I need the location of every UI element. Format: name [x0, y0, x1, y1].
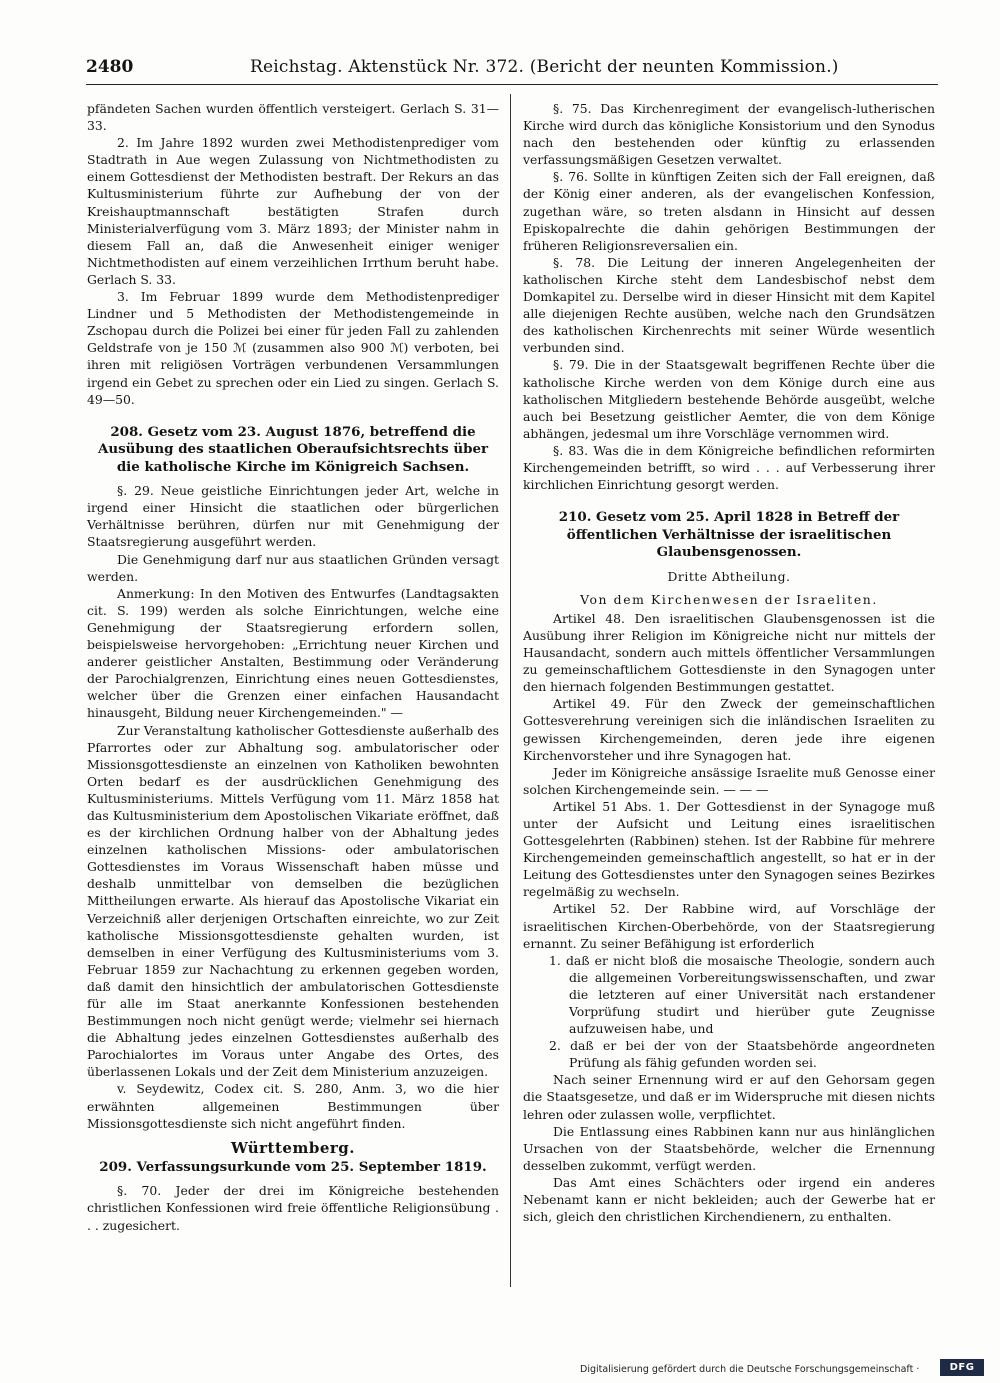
- paragraph: 3. Im Februar 1899 wurde dem Methodistenprediger Lindner und 5 Methodisten der Methodistengemeinde in Zschopau durch die Polizei bei einer für jeden Fall zu zahlenden Geldstrafe von je 150 ℳ (zusammen also 900 ℳ) verboten, bei ihren mit religiösen Vorträgen verbundenen Versammlungen irgend ein Gebet zu sprechen oder ein Lied zu singen. Gerlach S. 49—50.: [87, 289, 499, 407]
- paragraph: pfändeten Sachen wurden öffentlich versteigert. Gerlach S. 31—33.: [87, 101, 499, 134]
- list-item: 1. daß er nicht bloß die mosaische Theologie, sondern auch die allgemeinen Vorbereitungswissenschaften, und zwar die letzteren auf einer Universität nach erstandener Vorprüfung studirt und hierüber gute Zeugnisse aufzuweisen habe, und: [549, 952, 935, 1037]
- paragraph: 2. Im Jahre 1892 wurden zwei Methodistenprediger vom Stadtrath in Aue wegen Zulassung von Nichtmethodisten zu einem Gottesdienst der Methodisten bestraft. Der Rekurs an das Kultusministerium führte zur Aufhebung der von der Kreishauptmannschaft bestätigten Strafen durch Ministerialverfügung vom 3. März 1893; der Minister nahm in diesem Fall an, daß die Anwesenheit einiger weniger Nichtmethodisten auf einem verzeihlichen Irrthum beruht habe. Gerlach S. 33.: [87, 135, 499, 287]
- paragraph: §. 79. Die in der Staatsgewalt begriffenen Rechte über die katholische Kirche werden von dem Könige durch eine aus katholischen Mitgliedern bestehende Behörde ausgeübt, welche auch bei Besetzung geistlicher Aemter, die von dem Könige abhängen, jedesmal um ihre Vorschläge vernommen wird.: [523, 357, 935, 441]
- paragraph: §. 70. Jeder der drei im Königreiche bestehenden christlichen Konfessionen wird freie öffentliche Religionsübung . . . zugesichert.: [87, 1183, 499, 1233]
- paragraph: Artikel 48. Den israelitischen Glaubensgenossen ist die Ausübung ihrer Religion im Königreiche nicht nur mittels der Hausandacht, sondern auch mittels öffentlicher Versammlungen zu gemeinschaftlichem Gottesdienste in den Synagogen unter den hiernach folgenden Bestimmungen gestattet.: [523, 610, 935, 695]
- list-item: 2. daß er bei der von der Staatsbehörde angeordneten Prüfung als fähig gefunden worden sei.: [549, 1038, 935, 1071]
- paragraph: Artikel 49. Für den Zweck der gemeinschaftlichen Gottesverehrung vereinigen sich die inländischen Israeliten zu gewissen Kirchengemeinden, deren jede ihre eigenen Kirchenvorsteher und ihre Synagogen hat.: [523, 696, 935, 763]
- paragraph: §. 83. Was die in dem Königreiche befindlichen reformirten Kirchengemeinden betrifft, so wird . . . auf Verbesserung ihrer kirchlichen Einrichtung gesorgt werden.: [523, 442, 935, 493]
- paragraph: Die Entlassung eines Rabbinen kann nur aus hinlänglichen Ursachen von der Staatsbehörde, welcher die Ernennung desselben zukommt, verfügt werden.: [523, 1123, 935, 1173]
- subsection-subtitle: Von dem Kirchenwesen der Israeliten.: [580, 591, 878, 607]
- paragraph: Nach seiner Ernennung wird er auf den Gehorsam gegen die Staatsgesetze, und daß er im Widerspruche mit diesen nichts lehren oder zulassen wolle, verpflichtet.: [523, 1072, 935, 1122]
- paragraph: v. Seydewitz, Codex cit. S. 280, Anm. 3, wo die hier erwähnten allgemeinen Bestimmungen über Missionsgottesdienste sich nicht angeführt finden.: [87, 1081, 499, 1131]
- paragraph: §. 76. Sollte in künftigen Zeiten sich der Fall ereignen, daß der König einer anderen, als der evangelischen Konfession, zugethan wäre, so treten alsdann in Hinsicht auf dessen Episkopalrechte die dahin gehörigen Bestimmungen der früheren Religionsreversalien ein.: [523, 169, 935, 253]
- digitization-credit: Digitalisierung gefördert durch die Deutsche Forschungsgemeinschaft ·: [580, 1364, 920, 1375]
- subsection-heading: Dritte Abtheilung.: [667, 568, 791, 584]
- page-number: 2480: [86, 57, 134, 77]
- section-heading-210: 210. Gesetz vom 25. April 1828 in Betreff der öffentlichen Verhältnisse der israelitischen Glaubensgenossen.: [558, 509, 900, 561]
- section-heading-209: 209. Verfassungsurkunde vom 25. September 1819.: [99, 1158, 487, 1175]
- running-title: Reichstag. Aktenstück Nr. 372. (Bericht der neunten Kommission.): [250, 57, 839, 77]
- paragraph: Jeder im Königreiche ansässige Israelite muß Genosse einer solchen Kirchengemeinde sein. — — —: [523, 764, 935, 797]
- dfg-logo: DFG: [940, 1359, 984, 1376]
- left-column: [87, 100, 499, 1234]
- paragraph: §. 75. Das Kirchenregiment der evangelisch-lutherischen Kirche wird durch das königliche Konsistorium und den Synodus nach den bestehenden oder künftig zu erlassenden verfassungsmäßigen Gesetzen verwaltet.: [523, 101, 935, 168]
- paragraph: §. 29. Neue geistliche Einrichtungen jeder Art, welche in irgend einer Hinsicht die staatlichen oder bürgerlichen Verhältnisse berühren, dürfen nur mit Genehmigung der Staatsregierung ausgeführt werden.: [87, 483, 499, 550]
- paragraph: Artikel 52. Der Rabbine wird, auf Vorschläge der israelitischen Kirchen-Oberbehörde, von der Staatsregierung ernannt. Zu seiner Befähigung ist erforderlich: [523, 901, 935, 951]
- column-divider: [510, 94, 511, 1287]
- paragraph: Zur Veranstaltung katholischer Gottesdienste außerhalb des Pfarrortes oder zur Abhaltung sog. ambulatorischer oder Missionsgottesdienste an einzelnen von Katholiken bewohnten Orten bedarf es der ausdrücklichen Genehmigung des Kultusministeriums. Mittels Verfügung vom 11. März 1858 hat das Kultusministerium dem Apostolischen Vikariate eröffnet, daß es der kirchlichen Ordnung halber von der Abhaltung jedes einzelnen katholischen Missions- oder ambulatorischen Gottesdienstes im Voraus Wissenschaft haben müsse und deshalb unmittelbar von demselben die bezüglichen Mittheilungen erwarte. Als hierauf das Apostolische Vikariat ein Verzeichniß aller derjenigen Ortschaften einreichte, wo zur Zeit katholische Missionsgottesdienste gehalten wurden, ist demselben in einer Verfügung des Kultusministeriums vom 3. Februar 1859 zur Nachachtung zu erkennen gegeben worden, daß damit den hinsichtlich der ambulatorischen Gottesdienste für alle im Staat anerkannte Konfessionen bestehenden Bestimmungen noch nicht genügt werde; vielmehr sei hiernach die Abhaltung jedes einzelnen Gottesdienstes außerhalb des Parochialortes im Voraus unter Angabe des Ortes, des überlassenen Lokals und der Zeit dem Ministerium anzuzeigen.: [87, 722, 499, 1080]
- section-heading-208: 208. Gesetz vom 23. August 1876, betreffend die Ausübung des staatlichen Oberaufsichtsrechts über die katholische Kirche im Königreich Sachsen.: [97, 423, 489, 475]
- paragraph: Die Genehmigung darf nur aus staatlichen Gründen versagt werden.: [87, 551, 499, 584]
- paragraph: §. 78. Die Leitung der inneren Angelegenheiten der katholischen Kirche steht dem Landesbischof nebst dem Domkapitel zu. Derselbe wird in dieser Hinsicht mit dem Kapitel alle diejenigen Rechte ausüben, welche nach den Grundsätzen des katholischen Kirchenrechts mit seiner Würde wesentlich verbunden sind.: [523, 254, 935, 356]
- state-heading: Württemberg.: [231, 1138, 355, 1157]
- page-header: [86, 52, 938, 85]
- paragraph: Artikel 51 Abs. 1. Der Gottesdienst in der Synagoge muß unter der Aufsicht und Leitung eines israelitischen Gottesgelehrten (Rabbinen) stehen. Ist der Rabbine für mehrere Kirchengemeinden gemeinschaftlich angestellt, so hat er in der Leitung des Gottesdienstes unter den Synagogen seines Bezirkes regelmäßig zu wechseln.: [523, 798, 935, 900]
- paragraph: Das Amt eines Schächters oder irgend ein anderes Nebenamt kann er nicht bekleiden; auch der Gewerbe hat er sich, gleich den christlichen Kirchendienern, zu enthalten.: [523, 1174, 935, 1225]
- right-column: [523, 100, 935, 1225]
- note-paragraph: Anmerkung: In den Motiven des Entwurfes (Landtagsakten cit. S. 199) werden als solche Einrichtungen, welche eine Genehmigung der Staatsregierung erfordern sollen, beispielsweise hervorgehoben: „Errichtung neuer Kirchen und anderer geistlicher Anstalten, Bestimmung oder Veränderung der Parochialgrenzen, Einrichtung eines neuen Gottesdienstes, welcher über die Grenzen einer einfachen Hausandacht hinausgeht, Bildung neuer Kirchengemeinden." —: [87, 585, 499, 721]
